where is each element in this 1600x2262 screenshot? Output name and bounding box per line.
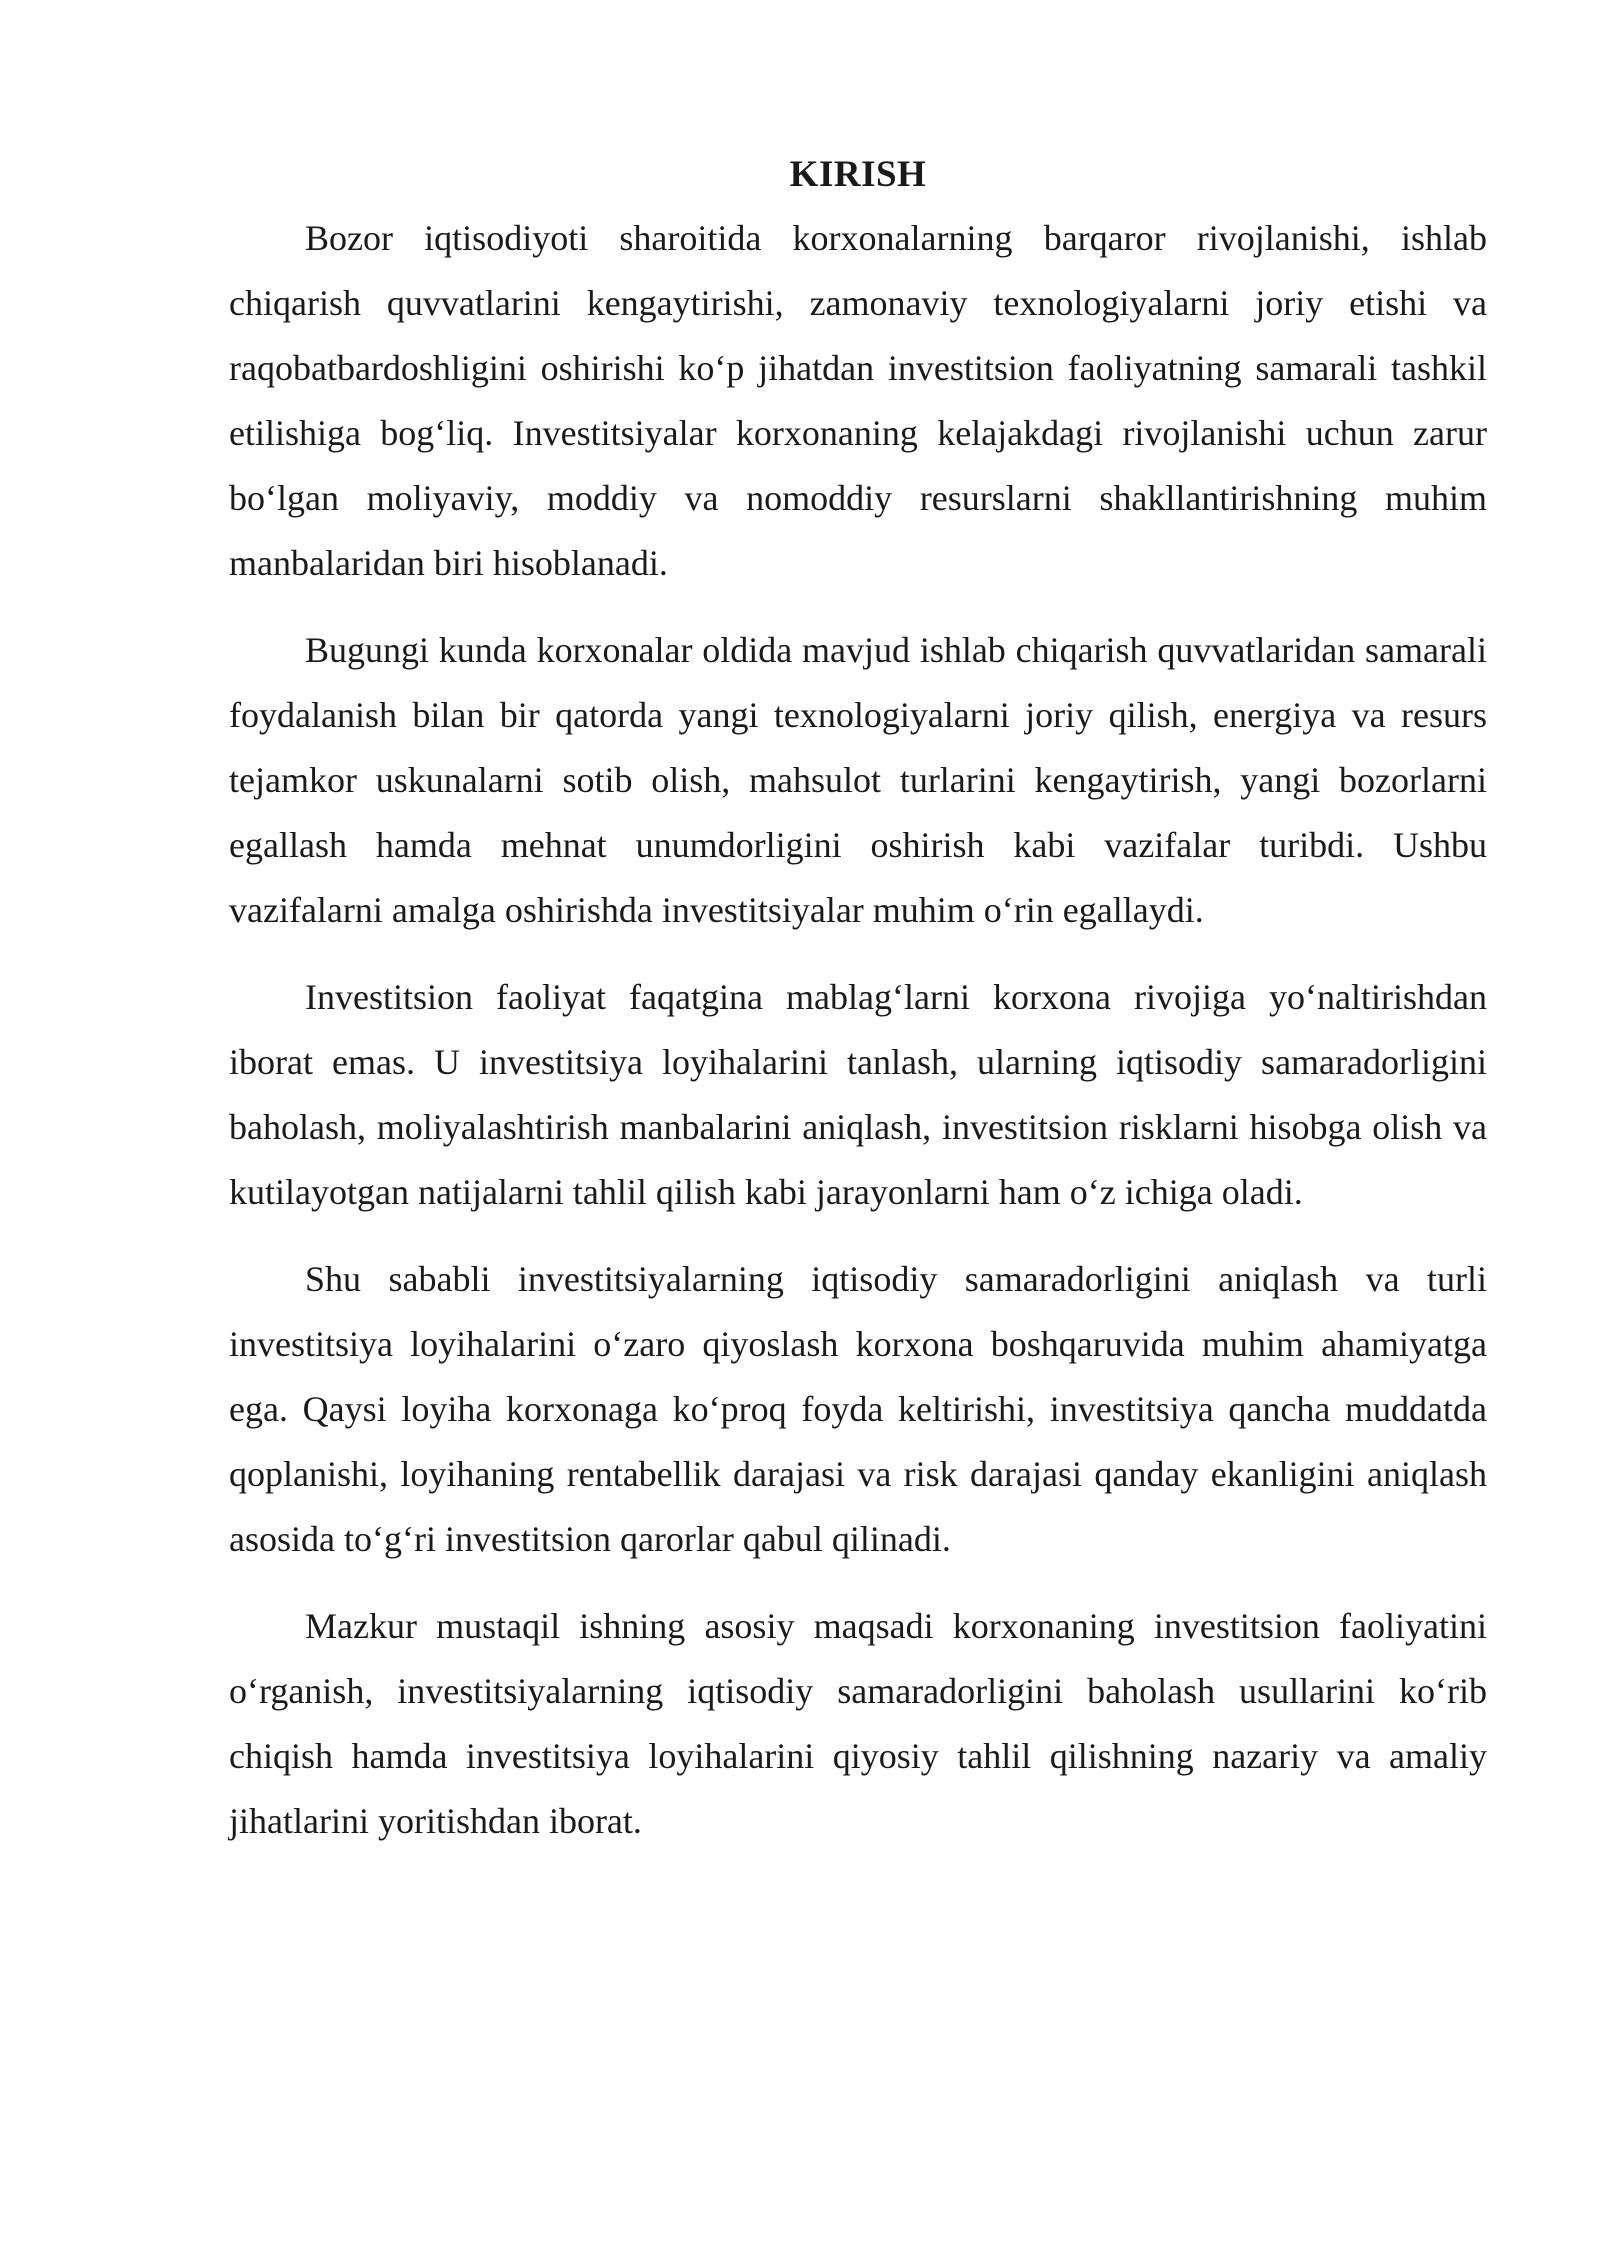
paragraph-4: Shu sababli investitsiyalarning iqtisodiy samaradorligini aniqlash va turli investitsiya loyihalarini o‘zaro qiyoslash korxona boshqaruvida muhim ahamiyatga ega. Qaysi loyiha korxonaga ko‘proq foyda keltirishi, investitsiya qancha muddatda qoplanishi, loyihaning rentabellik darajasi va risk darajasi qanday ekanligini aniqlash asosida to‘g‘ri investitsion qarorlar qabul qilinadi. <box>229 1259 1487 1559</box>
paragraph-3: Investitsion faoliyat faqatgina mablag‘larni korxona rivojiga yo‘naltirishdan iborat emas. U investitsiya loyihalarini tanlash, ularning iqtisodiy samaradorligini baholash, moliyalashtirish manbalarini aniqlash, investitsion risklarni hisobga olish va kutilayotgan natijalarni tahlil qilish kabi jarayonlarni ham o‘z ichiga oladi. <box>229 977 1487 1212</box>
document-body <box>229 150 1487 1876</box>
paragraph-2: Bugungi kunda korxonalar oldida mavjud ishlab chiqarish quvvatlaridan samarali foydalanish bilan bir qatorda yangi texnologiyalarni joriy qilish, energiya va resurs tejamkor uskunalarni sotib olish, mahsulot turlarini kengaytirish, yangi bozorlarni egallash hamda mehnat unumdorligini oshirish kabi vazifalar turibdi. Ushbu vazifalarni amalga oshirishda investitsiyalar muhim o‘rin egallaydi. <box>229 630 1487 930</box>
paragraph-5: Mazkur mustaqil ishning asosiy maqsadi korxonaning investitsion faoliyatini o‘rganish, investitsiyalarning iqtisodiy samaradorligini baholash usullarini ko‘rib chiqish hamda investitsiya loyihalarini qiyosiy tahlil qilishning nazariy va amaliy jihatlarini yoritishdan iborat. <box>229 1606 1487 1841</box>
document-title: KIRISH <box>789 154 927 195</box>
paragraph-1: Bozor iqtisodiyoti sharoitida korxonalarning barqaror rivojlanishi, ishlab chiqarish quvvatlarini kengaytirishi, zamonaviy texnologiyalarni joriy etishi va raqobatbardoshligini oshirishi ko‘p jihatdan investitsion faoliyatning samarali tashkil etilishiga bog‘liq. Investitsiyalar korxonaning kelajakdagi rivojlanishi uchun zarur bo‘lgan moliyaviy, moddiy va nomoddiy resurslarni shakllantirishning muhim manbalaridan biri hisoblanadi. <box>229 218 1487 583</box>
